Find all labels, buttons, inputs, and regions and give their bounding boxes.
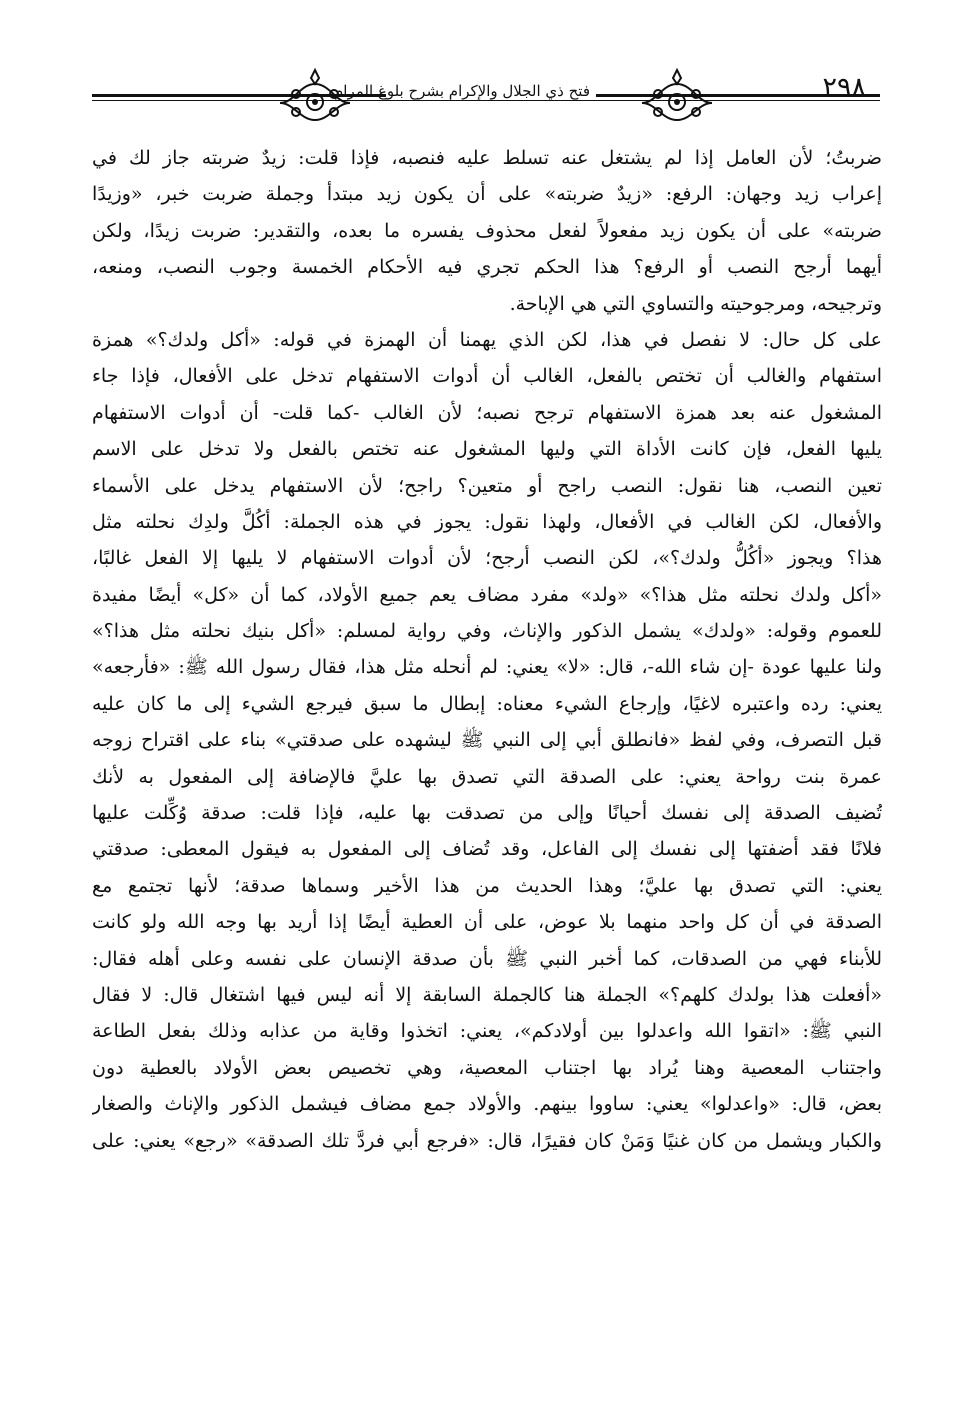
text-line: المشغول عنه بعد همزة الاستفهام ترجح نصبه؛ لأن الغالب -كما قلت- أن أدوات الاستفهام: [92, 401, 882, 424]
text-line: ضربته» على أن يكون زيد مفعولاً لفعل محذوف يفسره ما بعده، والتقدير: ضربت زيدًا، ولكن: [92, 219, 882, 242]
right-ornament-icon: [638, 64, 716, 124]
text-line: عمرة بنت رواحة يعني: على الصدقة التي تصدق بها عليَّ فالإضافة إلى المفعول به لأنك: [92, 765, 882, 788]
text-line: يعني: التي تصدق بها عليَّ؛ وهذا الحديث من هذا الأخير وسماها صدقة؛ لأنها تجتمع مع: [92, 874, 882, 897]
page-number: ٢٩٨: [822, 72, 866, 103]
text-line: هذا؟ ويجوز «أكُلُّ ولدك؟»، لكن النصب أرجح؛ لأن أدوات الاستفهام لا يليها إلا الفعل غالبًا،: [92, 547, 882, 570]
text-line: ولنا عليها عودة -إن شاء الله-، قال: «لا» يعني: لم أنحله مثل هذا، فقال رسول الله ﷺ: «فأرجعه»: [92, 656, 882, 679]
book-title: فتح ذي الجلال والإكرام بشرح بلوغ المرام: [386, 82, 596, 100]
text-line: على كل حال: لا نفصل في هذا، لكن الذي يهمنا أن الهمزة في قوله: «أكل ولدك؟» همزة: [92, 328, 882, 351]
text-line: والأفعال، لكن الغالب في الأفعال، ولهذا نقول: يجوز في هذه الجملة: أكُلَّ ولدِك نحلته مثل: [92, 510, 882, 533]
text-line: قبل التصرف، وفي لفظ «فانطلق أبي إلى النبي ﷺ ليشهده على صدقتي» بناء على اقتراح زوجه: [92, 729, 882, 752]
text-line: ضربتُ؛ لأن العامل إذا لم يشتغل عنه تسلط عليه فنصبه، فإذا قلت: زيدٌ ضربته جاز لك في: [92, 147, 882, 169]
text-line: «أفعلت هذا بولدك كلهم؟» الجملة هنا كالجملة السابقة إلا أنه ليس فيها اشتغال قال: لا فقال: [92, 983, 882, 1006]
text-line: واجتناب المعصية وهنا يُراد بها اجتناب المعصية، وهي تخصيص بعض الأولاد بالعطية دون: [92, 1056, 882, 1079]
text-line: يعني: رده واعتبره لاغيًا، وإرجاع الشيء معناه: إبطال ما سبق فيرجع الشيء إلى ما كان عليه: [92, 692, 882, 715]
header-rule-thin: [92, 100, 880, 101]
text-line: أيهما أرجح النصب أو الرفع؟ هذا الحكم تجري فيه الأحكام الخمسة وجوب النصب، ومنعه،: [92, 256, 882, 279]
text-line: للعموم وقوله: «ولدك» يشمل الذكور والإناث، وفي رواية لمسلم: «أكل بنيك نحلته مثل هذا؟»: [92, 620, 882, 643]
page-header: [92, 58, 880, 138]
text-line: بعض، قال: «واعدلوا» يعني: ساووا بينهم. والأولاد جمع مضاف فيشمل الذكور والإناث والصغار: [92, 1093, 882, 1116]
text-line: تُضيف الصدقة إلى نفسك أحيانًا وإلى من تصدقت بها عليه، فإذا قلت: صدقة وُكِّلت عليها: [92, 802, 882, 825]
text-line: الصدقة في أن كل واحد منهما بلا عوض، على أن العطية أيضًا إذا أريد بها وجه الله ولو كانت: [92, 911, 882, 934]
text-line: يليها الفعل، فإن كانت الأداة التي وليها المشغول عنه تختص بالفعل ولا تدخل على الاسم: [92, 438, 882, 461]
text-line: والكبار ويشمل من كان غنيًا وَمَنْ كان فقيرًا، قال: «فرجع أبي فردَّ تلك الصدقة» «رجع» يعني: على: [92, 1129, 882, 1152]
text-line: «أكل ولدك نحلته مثل هذا؟» «ولد» مفرد مضاف يعم جميع الأولاد، كما أن «كل» أيضًا مفيدة: [92, 583, 882, 606]
text-line: إعراب زيد وجهان: الرفع: «زيدٌ ضربته» على أن يكون زيد مبتدأ وجملة ضربت خبر، «وزيدًا: [92, 183, 882, 206]
text-line: النبي ﷺ: «اتقوا الله واعدلوا بين أولادكم»، يعني: اتخذوا وقاية من عذابه وذلك بفعل الطاعة: [92, 1020, 882, 1043]
text-line: تعين النصب، هنا نقول: النصب راجح أو متعين؟ راجح؛ لأن الاستفهام يدخل على الأسماء: [92, 474, 882, 497]
text-line: للأبناء فهي من الصدقات، كما أخبر النبي ﷺ بأن صدقة الإنسان على نفسه وعلى أهله فقال:: [92, 947, 882, 970]
text-line: استفهام والغالب أن تختص بالفعل، الغالب أن أدوات الاستفهام تدخل على الأفعال، فإذا جاء: [92, 365, 882, 388]
text-line: فلانًا فقد أضفتها إلى نفسك إلى الفاعل، وقد تُضاف إلى المفعول به فيقول المعطى: صدقتي: [92, 838, 882, 861]
body-text: [92, 140, 882, 1159]
text-line: وترجيحه، ومرجوحيته والتساوي التي هي الإباحة.: [509, 292, 882, 315]
